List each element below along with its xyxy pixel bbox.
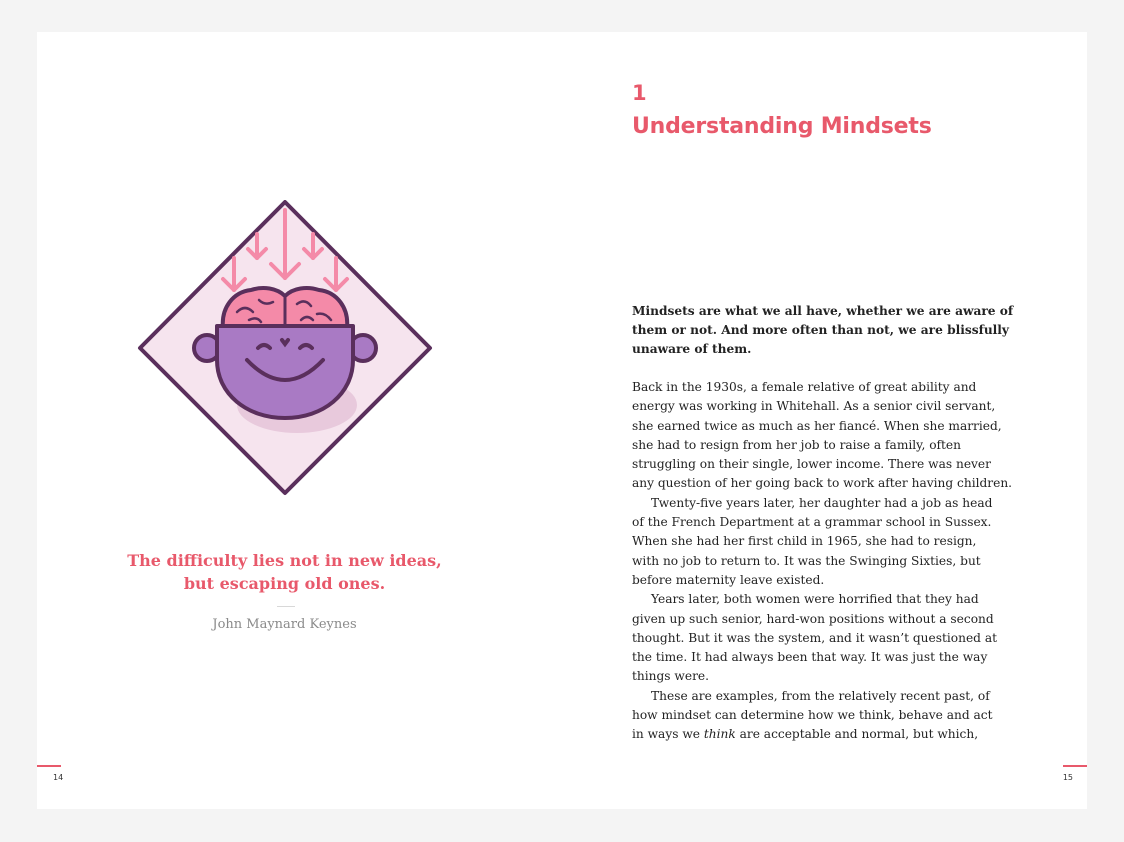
text-line: any question of her going back to work after having children. bbox=[632, 476, 1013, 491]
text-line: she earned twice as much as her fiancé. When she married, bbox=[632, 418, 1002, 433]
text-line: struggling on their single, lower income. There was never bbox=[632, 457, 991, 472]
text-line: thought. But it was the system, and it wasn’t questioned at bbox=[632, 630, 998, 645]
text-line: These are examples, from the relatively recent past, of bbox=[651, 688, 990, 703]
text-line: When she had her first child in 1965, she had to resign, bbox=[632, 534, 977, 549]
quote-author: John Maynard Keynes bbox=[212, 617, 357, 632]
quote-line-1: The difficulty lies not in new ideas, bbox=[127, 551, 442, 570]
text-line: of the French Department at a grammar school in Sussex. bbox=[632, 515, 992, 530]
text-line: Years later, both women were horrified that they had bbox=[651, 592, 979, 607]
page-number-right: 15 bbox=[1062, 773, 1073, 782]
quote-line-2: but escaping old ones. bbox=[183, 574, 386, 593]
intro-line: unaware of them. bbox=[632, 342, 752, 356]
chapter-number: 1 bbox=[632, 81, 647, 105]
text-line: Back in the 1930s, a female relative of great ability and bbox=[632, 380, 977, 394]
emphasis-text: think bbox=[703, 727, 736, 742]
text-line: the time. It had always been that way. It was just the way bbox=[632, 650, 988, 665]
paragraph bbox=[632, 687, 1016, 745]
paragraph bbox=[632, 494, 1016, 590]
pull-quote bbox=[37, 549, 532, 595]
paragraph bbox=[632, 378, 1016, 494]
chapter-title: Understanding Mindsets bbox=[632, 114, 932, 139]
text-line: given up such senior, hard-won positions without a second bbox=[632, 611, 994, 626]
brain-head-icon bbox=[137, 200, 433, 496]
page-number-left: 14 bbox=[53, 773, 64, 782]
left-page bbox=[37, 32, 562, 809]
text-line: energy was working in Whitehall. As a senior civil servant, bbox=[632, 399, 996, 414]
text-line: things were. bbox=[632, 669, 709, 684]
intro-line: Mindsets are what we all have, whether we are aware of bbox=[632, 304, 1014, 318]
text-line: before maternity leave existed. bbox=[632, 572, 825, 587]
text-line: how mindset can determine how we think, behave and act bbox=[632, 708, 993, 723]
book-spread bbox=[37, 32, 1087, 809]
text-line-after: are acceptable and normal, but which, bbox=[735, 727, 979, 742]
intro-paragraph bbox=[632, 302, 1016, 359]
body-text bbox=[632, 378, 1016, 745]
page-marker-left bbox=[37, 765, 61, 767]
right-page bbox=[562, 32, 1087, 809]
quote-divider bbox=[277, 606, 295, 607]
intro-line: them or not. And more often than not, we are blissfully bbox=[632, 323, 1010, 337]
page-marker-right bbox=[1063, 765, 1087, 767]
paragraph bbox=[632, 590, 1016, 686]
text-line: Twenty-five years later, her daughter had a job as head bbox=[651, 495, 993, 510]
text-line: she had to resign from her job to raise a family, often bbox=[632, 437, 961, 452]
text-line: with no job to return to. It was the Swinging Sixties, but bbox=[632, 553, 981, 568]
text-line-before: in ways we bbox=[632, 727, 704, 742]
